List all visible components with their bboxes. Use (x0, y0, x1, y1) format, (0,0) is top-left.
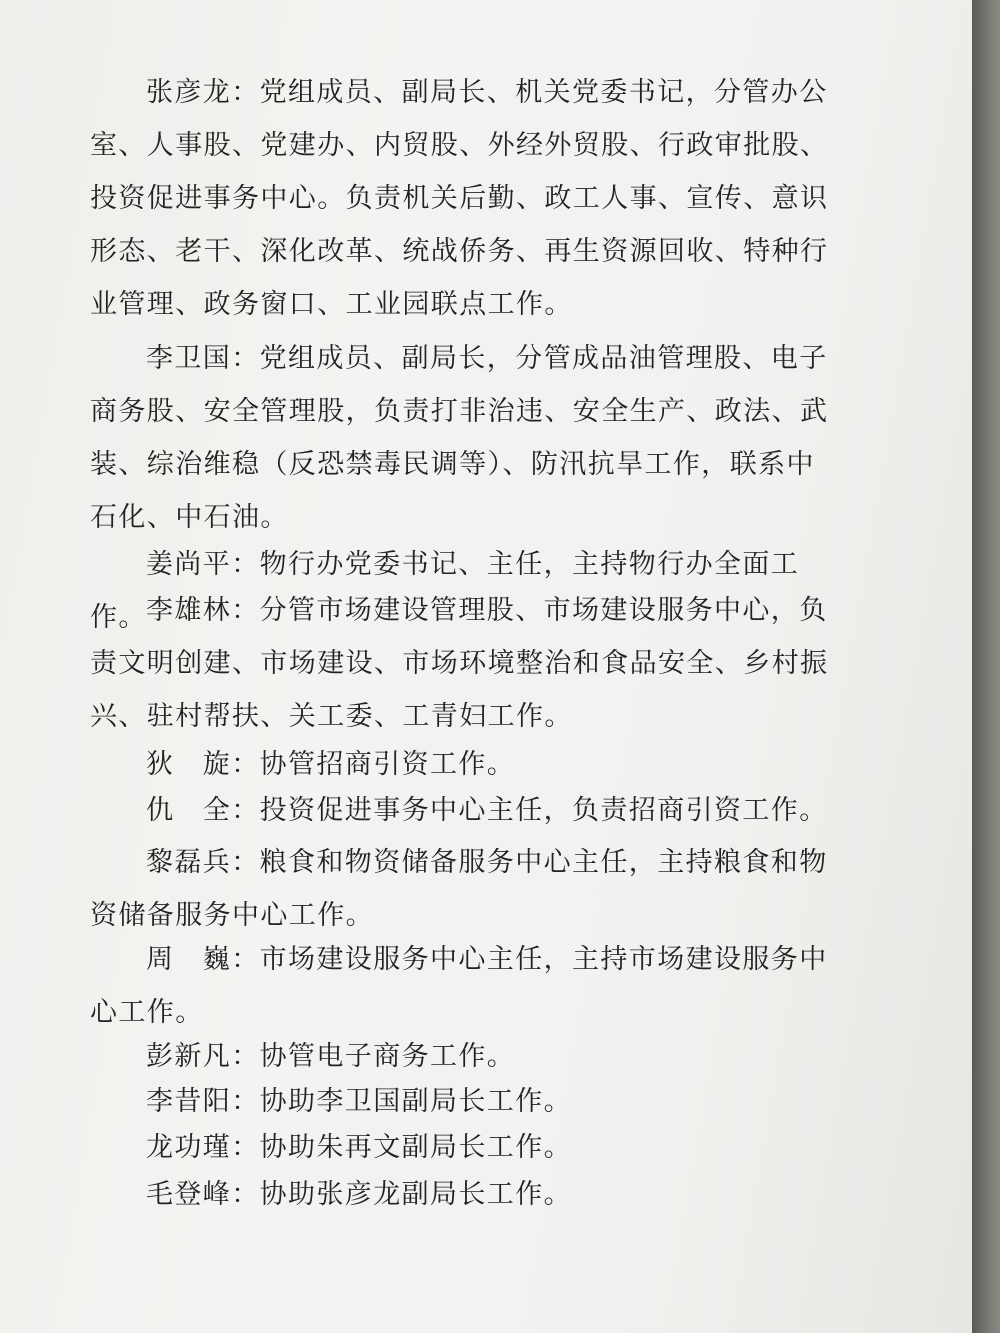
paragraph-mao-dengfeng (90, 1168, 830, 1221)
duty-text: ：协管招商引资工作。 (231, 749, 516, 780)
paragraph-li-weiguo (90, 332, 830, 544)
paragraph-long-gongjin (90, 1121, 830, 1174)
paragraph-zhou-wei (90, 933, 830, 1039)
duty-text: ：党组成员、副局长、机关党委书记，分管办公室、人事股、党建办、内贸股、外经外贸股、行政审批股、投资促进事务中心。负责机关后勤、政工人事、宣传、意识形态、老干、深化改革、统战侨务、再生资源回收、特种行业管理、政务窗口、工业园联点工作。 (90, 77, 829, 320)
paragraph-li-leibing (90, 836, 830, 942)
duty-text: ：物行办党委书记、主任，主持物行办全面工作。 (90, 549, 800, 633)
duty-text: ：协助朱再文副局长工作。 (231, 1132, 573, 1163)
person-name: 周 巍 (146, 944, 232, 975)
person-name: 李雄林 (146, 595, 232, 626)
paragraph-qiu-quan (90, 784, 830, 837)
duty-text: ：协助张彦龙副局长工作。 (231, 1179, 573, 1210)
person-name: 狄 旋 (146, 749, 232, 780)
person-name: 仇 全 (146, 795, 232, 826)
duty-text: ：投资促进事务中心主任，负责招商引资工作。 (231, 795, 828, 826)
duty-text: ：协管电子商务工作。 (231, 1041, 516, 1072)
duty-text: ：党组成员、副局长，分管成品油管理股、电子商务股、安全管理股，负责打非治违、安全生产、政法、武装、综治维稳（反恐禁毒民调等）、防汛抗旱工作，联系中石化、中石油。 (90, 343, 829, 533)
background-edge (972, 0, 1000, 1333)
person-name: 龙功瑾 (146, 1132, 232, 1163)
person-name: 黎磊兵 (146, 847, 232, 878)
person-name: 毛登峰 (146, 1179, 232, 1210)
duty-text: ：粮食和物资储备服务中心主任，主持粮食和物资储备服务中心工作。 (90, 847, 828, 931)
person-name: 李卫国 (146, 343, 232, 374)
paragraph-li-xionglin (90, 584, 830, 743)
person-name: 彭新凡 (146, 1041, 232, 1072)
duty-text: ：协助李卫国副局长工作。 (231, 1086, 573, 1117)
paragraph-zhang-yanlong (90, 66, 830, 331)
duty-text: ：市场建设服务中心主任，主持市场建设服务中心工作。 (90, 944, 828, 1028)
person-name: 李昔阳 (146, 1086, 232, 1117)
person-name: 张彦龙 (146, 77, 232, 108)
person-name: 姜尚平 (146, 549, 232, 580)
duty-text: ：分管市场建设管理股、市场建设服务中心，负责文明创建、市场建设、市场环境整治和食品安全、乡村振兴、驻村帮扶、关工委、工青妇工作。 (90, 595, 829, 732)
